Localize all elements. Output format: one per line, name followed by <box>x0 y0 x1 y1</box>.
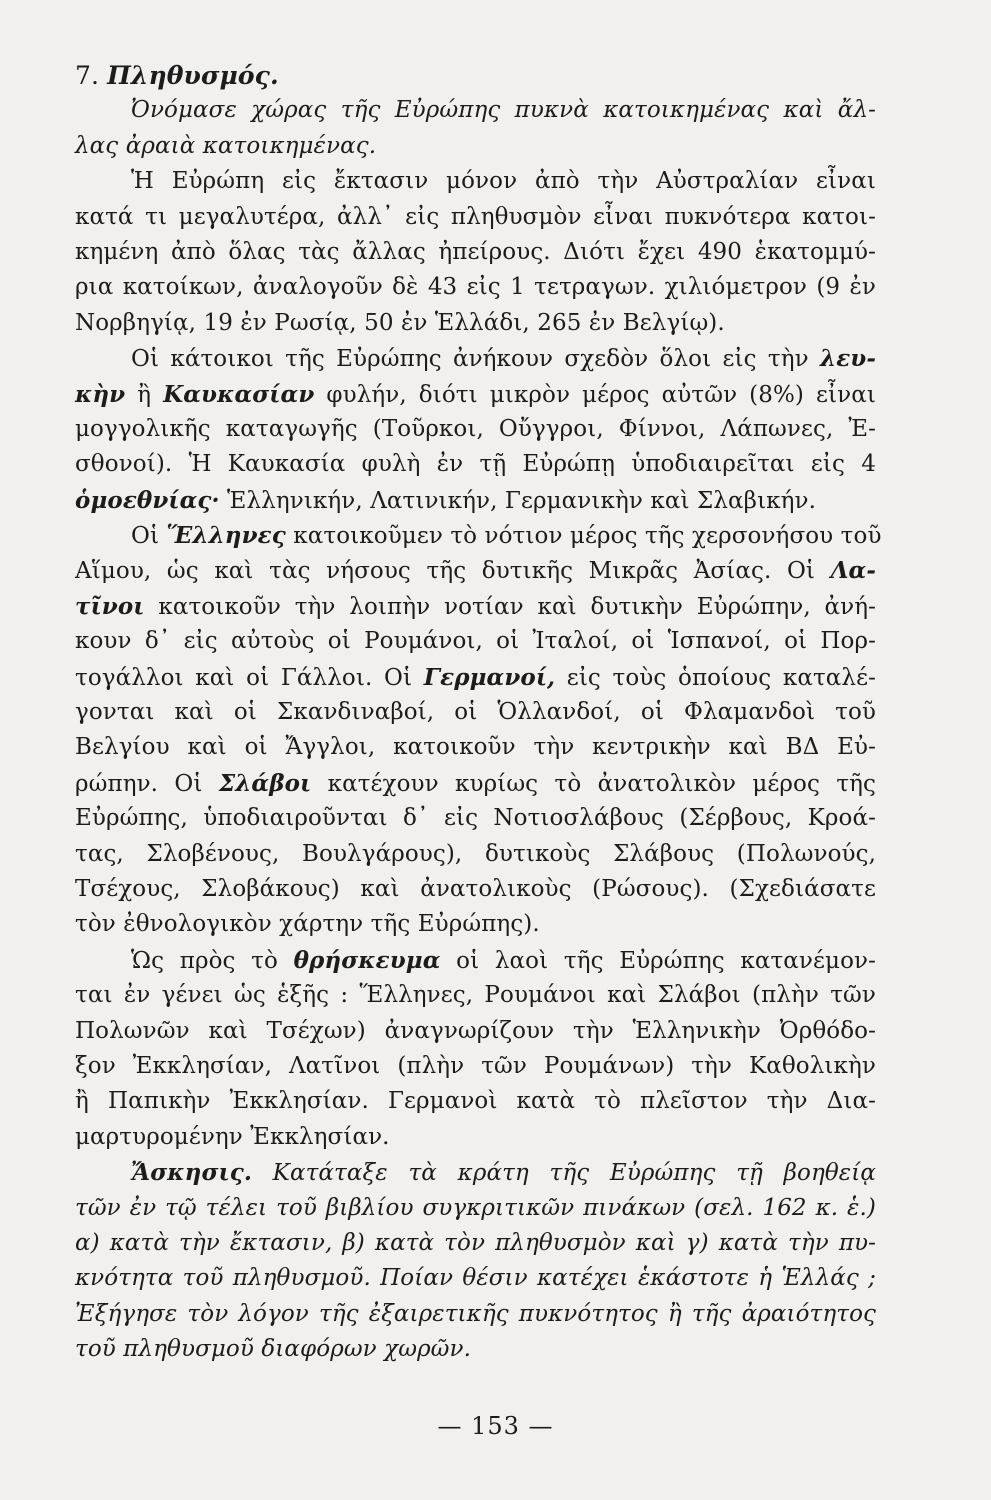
emphasized-term: Γερμανοί, <box>423 663 556 691</box>
emphasized-term: Καυκασίαν <box>163 380 315 408</box>
text-segment: Οἱ <box>131 523 167 550</box>
text-segment: οἱ λαοὶ τῆς Εὐρώπης κατανέμον- <box>440 947 876 974</box>
page-number: — 153 — <box>437 1412 554 1440</box>
text-segment: ἢ Παπικὴν Ἐκκλησίαν. Γερμανοὶ κατὰ τὸ πλεῖστον τὴν Δια- <box>75 1088 876 1115</box>
text-line <box>75 553 876 588</box>
text-segment: Εὐρώπης, ὑποδιαιροῦνται δ᾽ εἰς Νοτιοσλάβους (Σέρβους, Κροά- <box>75 805 876 832</box>
text-segment: κατοικοῦμεν τὸ νότιον μέρος τῆς χερσονήσου τοῦ <box>285 523 882 550</box>
text-line <box>75 660 876 695</box>
text-segment: λας ἀραιὰ κατοικημένας. <box>75 132 377 159</box>
text-segment: ἢ <box>125 381 164 408</box>
text-segment: φυλήν, διότι μικρὸν μέρος αὐτῶν (8%) εἶναι <box>314 381 876 408</box>
text-line <box>75 1191 876 1226</box>
text-segment: ρώπην. Οἱ <box>75 770 219 797</box>
text-line <box>75 341 876 376</box>
text-segment: σθονοί). Ἡ Καυκασία φυλὴ ἐν τῇ Εὐρώπῃ ὑποδιαιρεῖται εἰς 4 <box>75 451 876 478</box>
text-segment: μογγολικῆς καταγωγῆς (Τοῦρκοι, Οὔγγροι, Φίννοι, Λάπωνες, Ἐ- <box>75 415 876 442</box>
text-line <box>75 1261 876 1296</box>
text-segment: τογάλλοι καὶ οἱ Γάλλοι. Οἱ <box>75 664 424 691</box>
text-line <box>75 1120 876 1155</box>
emphasized-term: ὁμοεθνίας· <box>75 486 220 514</box>
text-segment: ξον Ἐκκλησίαν, Λατῖνοι (πλὴν τῶν Ρουμάνων) τὴν Καθολικὴν <box>75 1052 876 1079</box>
text-line <box>75 518 882 553</box>
text-line <box>75 1155 876 1190</box>
text-line <box>75 766 876 801</box>
text-line <box>75 1297 876 1332</box>
body-text <box>75 93 882 1367</box>
text-segment: Νορβηγίᾳ, 19 ἐν Ρωσίᾳ, 50 ἐν Ἑλλάδι, 265 ἐν Βελγίῳ). <box>75 309 725 336</box>
text-segment: Πολωνῶν καὶ Τσέχων) ἀναγνωρίζουν τὴν Ἑλληνικὴν Ὀρθόδο- <box>75 1017 876 1044</box>
text-line <box>75 624 876 659</box>
text-line <box>75 943 876 978</box>
text-segment: Ἑλληνικήν, Λατινικήν, Γερμανικὴν καὶ Σλαβικήν. <box>219 487 817 514</box>
text-segment: α) κατὰ τὴν ἔκτασιν, β) κατὰ τὸν πληθυσμὸν καὶ γ) κατὰ τὴν πυ- <box>75 1229 876 1256</box>
text-line <box>75 164 876 199</box>
text-segment: τῶν ἐν τῷ τέλει τοῦ βιβλίου συγκριτικῶν πινάκων (σελ. 162 κ. ἑ.) <box>75 1194 876 1221</box>
emphasized-term: Λα- <box>830 557 876 585</box>
text-line <box>75 872 876 907</box>
text-segment: γονται καὶ οἱ Σκανδιναβοί, οἱ Ὁλλανδοί, οἱ Φλαμανδοὶ τοῦ <box>75 699 876 726</box>
text-line <box>75 270 876 305</box>
text-line <box>75 1014 876 1049</box>
text-line <box>75 1332 876 1367</box>
text-segment: Κατάταξε τὰ κράτη τῆς Εὐρώπης τῇ βοηθείᾳ <box>251 1160 876 1187</box>
text-line <box>75 589 876 624</box>
text-segment: κατά τι μεγαλυτέρα, ἀλλ᾽ εἰς πληθυσμὸν εἶναι πυκνότερα κατοι- <box>75 203 876 230</box>
text-segment: Ἐξήγησε τὸν λόγον τῆς ἐξαιρετικῆς πυκνότητος ἢ τῆς ἀραιότητος <box>75 1300 876 1327</box>
text-segment: Οἱ κάτοικοι τῆς Εὐρώπης ἀνήκουν σχεδὸν ὅλοι εἰς τὴν <box>131 346 820 373</box>
text-line <box>75 1084 876 1119</box>
text-line <box>75 730 876 765</box>
text-segment: κατέχουν κυρίως τὸ ἀνατολικὸν μέρος τῆς <box>311 770 876 797</box>
text-segment: ρια κατοίκων, ἀναλογοῦν δὲ 43 εἰς 1 τετραγων. χιλιόμετρον (9 ἐν <box>75 274 876 301</box>
text-segment: Ὀνόμασε χώρας τῆς Εὐρώπης πυκνὰ κατοικημένας καὶ ἄλ- <box>131 97 876 124</box>
text-segment: κημένη ἀπὸ ὅλας τὰς ἄλλας ἠπείρους. Διότι ἔχει 490 ἑκατομμύ- <box>75 238 876 265</box>
emphasized-term: τῖνοι <box>75 592 145 620</box>
text-segment: κνότητα τοῦ πληθυσμοῦ. Ποίαν θέσιν κατέχει ἑκάστοτε ἡ Ἑλλάς ; <box>75 1265 876 1292</box>
text-segment: κατοικοῦν τὴν λοιπὴν νοτίαν καὶ δυτικὴν Εὐρώπην, ἀνή- <box>144 593 876 620</box>
text-segment: ται ἐν γένει ὡς ἑξῆς : Ἕλληνες, Ρουμάνοι καὶ Σλάβοι (πλὴν τῶν <box>75 982 876 1009</box>
text-line <box>75 200 876 235</box>
emphasized-term: Ἄσκησις. <box>131 1159 252 1187</box>
section-heading <box>75 58 876 93</box>
text-line <box>75 483 876 518</box>
text-line <box>75 447 876 482</box>
section-number: 7. <box>75 61 100 90</box>
text-line <box>75 1226 876 1261</box>
text-line <box>75 129 876 164</box>
text-segment: κουν δ᾽ εἰς αὐτοὺς οἱ Ρουμάνοι, οἱ Ἰταλοί, οἱ Ἱσπανοί, οἱ Πορ- <box>75 628 876 655</box>
text-segment: τοῦ πληθυσμοῦ διαφόρων χωρῶν. <box>75 1336 472 1363</box>
text-segment: Ἡ Εὐρώπη εἰς ἔκτασιν μόνον ἀπὸ τὴν Αὐστραλίαν εἶναι <box>131 168 876 195</box>
text-segment: μαρτυρομένην Ἐκκλησίαν. <box>75 1123 390 1150</box>
emphasized-term: θρήσκευμα <box>293 946 441 974</box>
text-line <box>75 93 876 128</box>
text-line <box>75 235 876 270</box>
text-line <box>75 1049 876 1084</box>
emphasized-term: λευ- <box>819 345 876 373</box>
emphasized-term: Ἕλληνες <box>166 522 286 550</box>
text-segment: εἰς τοὺς ὁποίους καταλέ- <box>555 664 876 691</box>
text-line <box>75 306 876 341</box>
section-title: Πληθυσμός. <box>107 61 279 90</box>
text-line <box>75 837 876 872</box>
text-segment: Ὡς πρὸς τὸ <box>131 947 294 974</box>
text-line <box>75 801 876 836</box>
text-line <box>75 377 876 412</box>
text-segment: Τσέχους, Σλοβάκους) καὶ ἀνατολικοὺς (Ρώσους). (Σχεδιάσατε <box>75 875 876 902</box>
emphasized-term: κὴν <box>75 380 126 408</box>
text-segment: Αἵμου, ὡς καὶ τὰς νήσους τῆς δυτικῆς Μικρᾶς Ἀσίας. Οἱ <box>75 558 831 585</box>
text-segment: τὸν ἐθνολογικὸν χάρτην τῆς Εὐρώπης). <box>75 911 540 938</box>
text-segment: τας, Σλοβένους, Βουλγάρους), δυτικοὺς Σλάβους (Πολωνούς, <box>75 840 876 867</box>
text-segment: Βελγίου καὶ οἱ Ἄγγλοι, κατοικοῦν τὴν κεντρικὴν καὶ ΒΔ Εὐ- <box>75 734 876 761</box>
text-line <box>75 907 876 942</box>
text-line <box>75 412 876 447</box>
text-line <box>75 978 876 1013</box>
text-line <box>75 695 876 730</box>
emphasized-term: Σλάβοι <box>218 769 312 797</box>
